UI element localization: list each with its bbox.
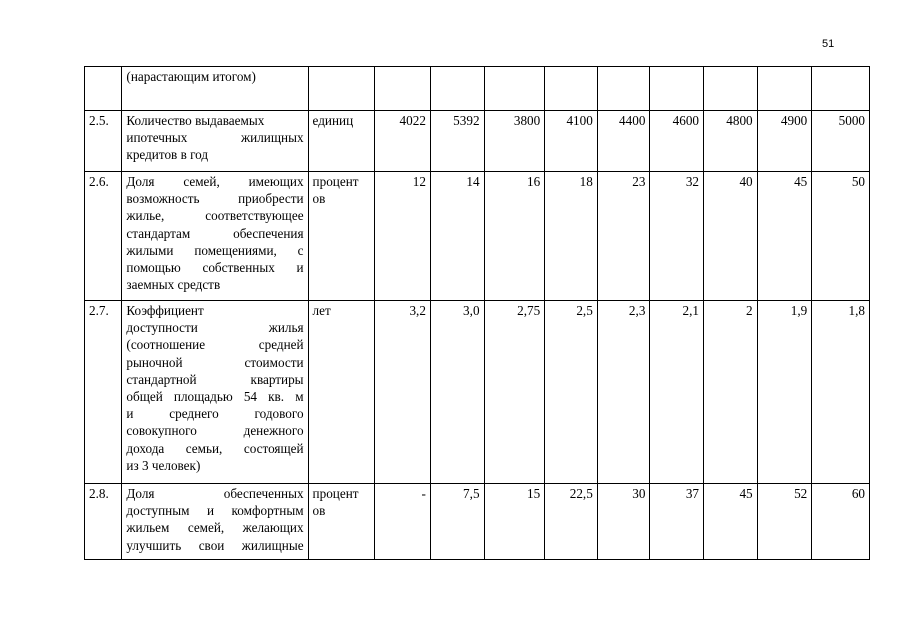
value-cell: 2,5 bbox=[545, 301, 598, 484]
value-cell: 50 bbox=[812, 172, 870, 301]
value-cell bbox=[650, 67, 704, 111]
indicator-name-line: стандартной квартиры bbox=[126, 371, 304, 387]
value-cell: 18 bbox=[545, 172, 598, 301]
value-cell bbox=[812, 67, 870, 111]
value-cell: 3800 bbox=[484, 111, 545, 172]
indicator-name-line: (соотношение средней bbox=[126, 337, 304, 353]
indicator-name-line: общей площадью 54 кв. м bbox=[126, 389, 304, 405]
value-cell: 12 bbox=[375, 172, 431, 301]
value-cell: 2,75 bbox=[484, 301, 545, 484]
table-row bbox=[85, 111, 870, 172]
table-row bbox=[85, 67, 870, 111]
value-cell: 3,2 bbox=[375, 301, 431, 484]
value-cell: 23 bbox=[597, 172, 650, 301]
unit-cell: процент ов bbox=[308, 172, 375, 301]
value-cell bbox=[704, 67, 758, 111]
table-row bbox=[85, 301, 870, 484]
row-number bbox=[85, 67, 122, 111]
value-cell: 4900 bbox=[757, 111, 812, 172]
indicator-name-line: жилье, соответствующее bbox=[126, 208, 304, 224]
indicator-name bbox=[122, 301, 308, 484]
indicator-name bbox=[122, 111, 308, 172]
indicator-name-line: Количество выдаваемых bbox=[126, 113, 265, 128]
indicator-name-line: рыночной стоимости bbox=[126, 354, 304, 370]
value-cell: 52 bbox=[757, 484, 812, 560]
indicators-table bbox=[84, 66, 870, 560]
indicator-name-line: жилыми помещениями, с bbox=[126, 242, 304, 258]
indicator-name-line: доступным и комфортным bbox=[126, 503, 304, 519]
indicator-name-line: совокупного денежного bbox=[126, 423, 304, 439]
indicator-name-line: из 3 человек) bbox=[126, 457, 201, 473]
indicator-name-line: стандартам обеспечения bbox=[126, 225, 304, 241]
value-cell: 40 bbox=[704, 172, 758, 301]
value-cell bbox=[757, 67, 812, 111]
indicator-name-line: жильем семей, желающих bbox=[126, 520, 304, 536]
value-cell: - bbox=[375, 484, 431, 560]
value-cell: 16 bbox=[484, 172, 545, 301]
table-row bbox=[85, 172, 870, 301]
indicator-name-line: Коэффициент bbox=[126, 303, 204, 318]
value-cell: 45 bbox=[757, 172, 812, 301]
value-cell: 37 bbox=[650, 484, 704, 560]
unit-cell bbox=[308, 67, 375, 111]
indicator-name-line: (нарастающим итогом) bbox=[126, 69, 256, 84]
indicator-name-line: Доля семей, имеющих bbox=[126, 174, 304, 189]
value-cell: 7,5 bbox=[430, 484, 484, 560]
indicator-name-line: кредитов в год bbox=[126, 147, 209, 163]
value-cell: 4600 bbox=[650, 111, 704, 172]
indicator-name bbox=[122, 172, 308, 301]
indicator-name-line: возможность приобрести bbox=[126, 191, 304, 207]
table-row bbox=[85, 484, 870, 560]
indicator-name-line: улучшить свои жилищные bbox=[126, 537, 304, 553]
unit-cell: процент ов bbox=[308, 484, 375, 560]
value-cell: 3,0 bbox=[430, 301, 484, 484]
value-cell: 5392 bbox=[430, 111, 484, 172]
value-cell bbox=[545, 67, 598, 111]
value-cell: 30 bbox=[597, 484, 650, 560]
unit-cell: лет bbox=[308, 301, 375, 484]
indicator-name-line: и среднего годового bbox=[126, 406, 304, 422]
row-number: 2.6. bbox=[85, 172, 122, 301]
indicator-name bbox=[122, 67, 308, 111]
value-cell bbox=[597, 67, 650, 111]
value-cell: 32 bbox=[650, 172, 704, 301]
indicator-name-line: ипотечных жилищных bbox=[126, 130, 304, 146]
page-number: 51 bbox=[822, 38, 835, 50]
value-cell bbox=[375, 67, 431, 111]
indicator-name-line: доступности жилья bbox=[126, 320, 304, 336]
unit-cell: единиц bbox=[308, 111, 375, 172]
value-cell: 14 bbox=[430, 172, 484, 301]
indicator-name-line: помощью собственных и bbox=[126, 260, 304, 276]
row-number: 2.8. bbox=[85, 484, 122, 560]
value-cell: 2,3 bbox=[597, 301, 650, 484]
value-cell: 2,1 bbox=[650, 301, 704, 484]
value-cell: 15 bbox=[484, 484, 545, 560]
value-cell: 1,9 bbox=[757, 301, 812, 484]
row-number: 2.5. bbox=[85, 111, 122, 172]
value-cell: 5000 bbox=[812, 111, 870, 172]
value-cell: 22,5 bbox=[545, 484, 598, 560]
indicator-name bbox=[122, 484, 308, 560]
indicator-name-line: Доля обеспеченных bbox=[126, 486, 304, 501]
value-cell: 2 bbox=[704, 301, 758, 484]
value-cell: 60 bbox=[812, 484, 870, 560]
value-cell: 4022 bbox=[375, 111, 431, 172]
value-cell bbox=[484, 67, 545, 111]
value-cell: 4100 bbox=[545, 111, 598, 172]
value-cell: 1,8 bbox=[812, 301, 870, 484]
value-cell bbox=[430, 67, 484, 111]
row-number: 2.7. bbox=[85, 301, 122, 484]
value-cell: 4400 bbox=[597, 111, 650, 172]
value-cell: 45 bbox=[704, 484, 758, 560]
indicator-name-line: заемных средств bbox=[126, 277, 221, 293]
value-cell: 4800 bbox=[704, 111, 758, 172]
indicator-name-line: дохода семьи, состоящей bbox=[126, 440, 304, 456]
